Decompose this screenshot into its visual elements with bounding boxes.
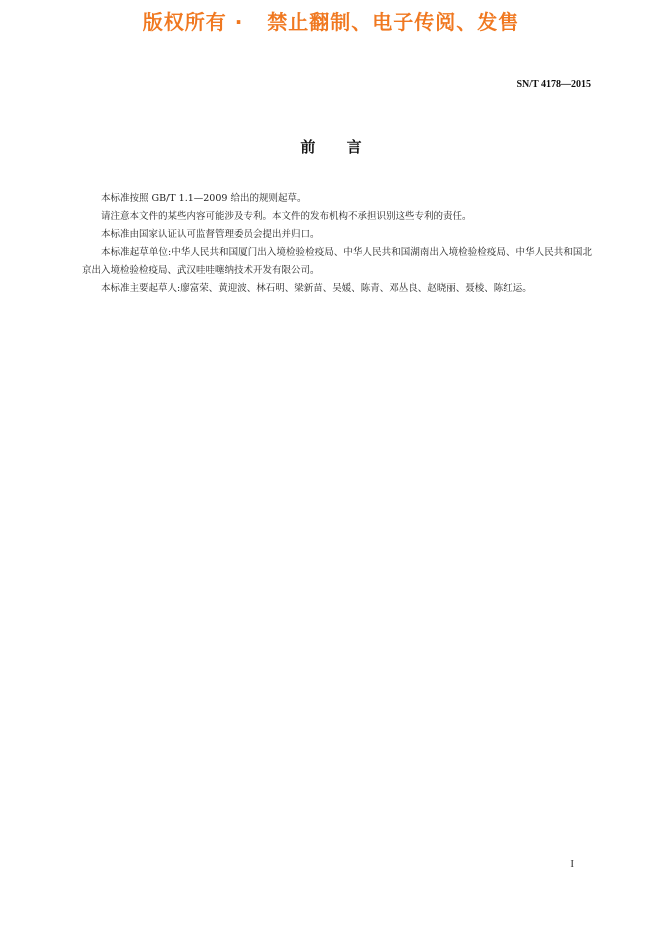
paragraph-drafting-rules: 本标准按照 GB/T 1.1—2009 给出的规则起草。 [101, 193, 307, 204]
paragraph-proposer: 本标准由国家认证认可监督管理委员会提出并归口。 [101, 229, 320, 240]
paragraph-patent-notice: 请注意本文件的某些内容可能涉及专利。本文件的发布机构不承担识别这些专利的责任。 [101, 211, 472, 222]
page-number: I [570, 858, 574, 870]
page-title: 前 言 [300, 138, 362, 156]
paragraph-drafting-units: 本标准起草单位:中华人民共和国厦门出入境检验检疫局、中华人民共和国湖南出入境检验检疫局、中华人民共和国北京出入境检验检疫局、武汉哇哇噻纳技术开发有限公司。 [82, 247, 592, 276]
paragraph-drafters: 本标准主要起草人:廖富荣、黄迎波、林石明、梁新苗、吴媛、陈青、邓丛良、赵晓丽、聂棱、陈红运。 [101, 283, 532, 294]
standard-code: SN/T 4178—2015 [516, 79, 591, 90]
copyright-banner: 版权所有 · 禁止翻制、电子传阅、发售 [142, 10, 520, 34]
foreword-body [82, 190, 592, 298]
